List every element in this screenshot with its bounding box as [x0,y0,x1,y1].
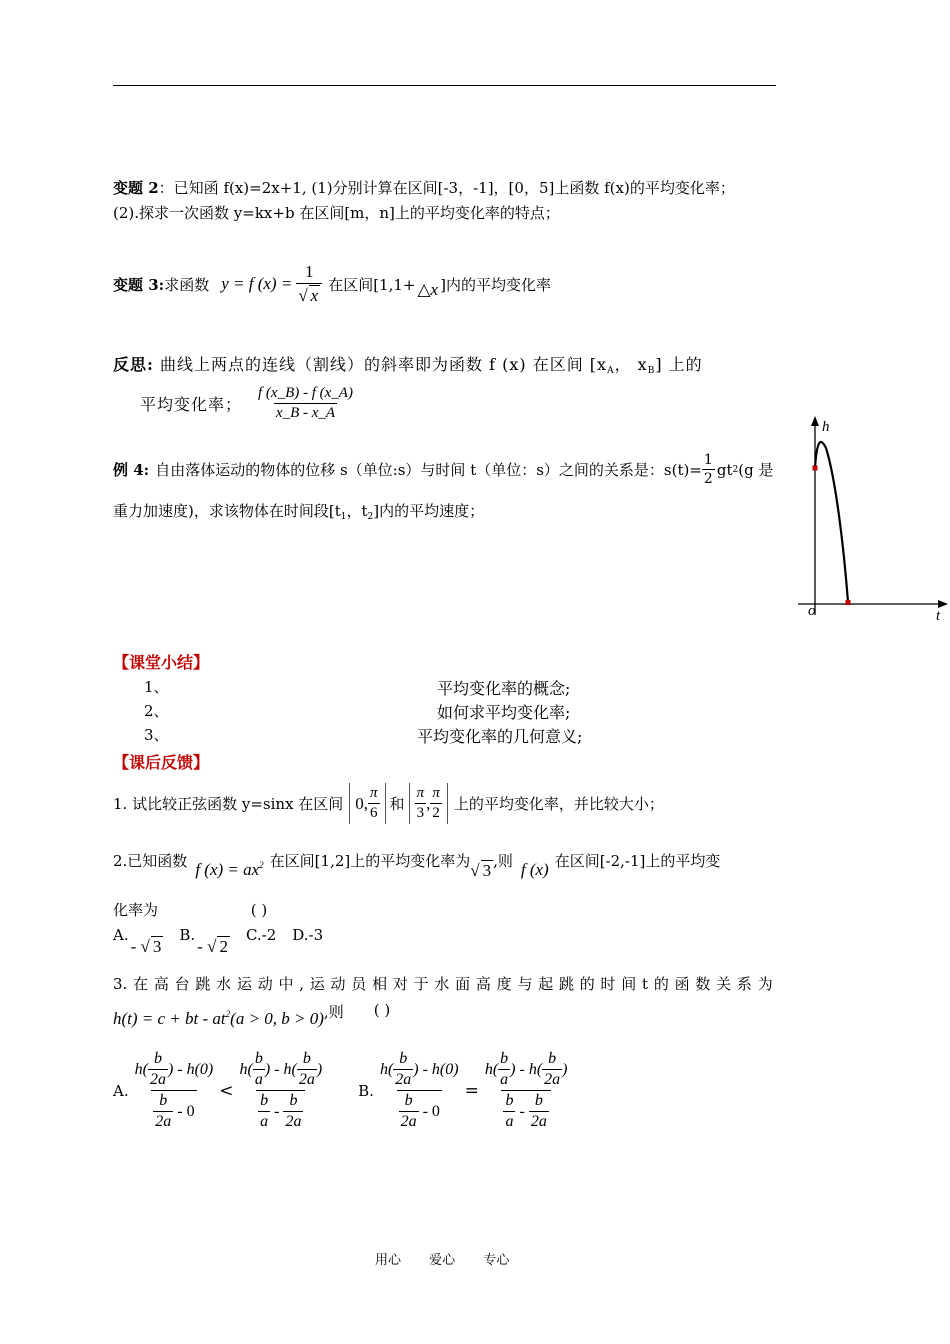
q3-b-r-b1: b [500,1050,509,1067]
q1-int2-frac2 [430,785,442,822]
graph-y-arrow [811,416,819,426]
question-3-line1: 3. 在 高 台 跳 水 运 动 中 , 运 动 员 相 对 于 水 面 高 度 与 起 跳 的 时 间 t 的 函 数 关 系 为 [113,975,773,993]
q1-int2-pi1: π [416,785,425,801]
q3-a-r-h2: h( [283,1060,297,1078]
q3-b-r-den-b1: b [505,1092,514,1109]
example4-sub1: 1 [340,512,347,522]
q1-int1-pi: π [370,785,378,801]
variant3-formula-lhs: y = f (x) = [221,274,293,293]
reflection-label: 反思: [113,355,154,374]
reflection-text2: ， x [614,355,648,374]
reflection-fraction [256,385,355,422]
q2-mid2: ,则 [493,852,513,870]
q2-fx-sup: 2 [259,860,264,870]
q3-b-l-minus: ) - [413,1060,432,1078]
reflection-text3: ] 上的 [655,355,703,374]
footer-item-2: 爱心 [429,1253,456,1268]
variant2-line1 [113,177,735,198]
reflection-subA: A [607,366,615,376]
q3-formula-text: h(t) = c + bt - at [113,1009,226,1028]
q3-a-l-den-minus0: - 0 [177,1102,195,1120]
reflection-subB: B [647,366,656,376]
q1-mid: 和 [389,795,405,813]
variant2-text1: ：已知函 f(x)=2x+1, (1)分别计算在区间[-3，-1]，[0，5]上函数 f(x)的平均变化率； [158,179,735,197]
q3-formula-sup: 2 [225,1009,231,1019]
reflection-line2-text: 平均变化率； [140,395,243,414]
summary-item-3-text: 平均变化率的几何意义; [417,727,583,746]
q1-int1-frac [368,785,380,822]
q3-b-l-h0: h(0) [431,1060,459,1078]
q3-b-l-2a: 2a [395,1071,412,1088]
q2-line2: 化率为 [113,901,159,919]
q3-optB-label: B. [358,1081,374,1100]
q3-b-r-close: ) [562,1060,568,1078]
q3-b-r-den-minus: - [515,1102,529,1120]
q3-b-r-2a: 2a [544,1071,561,1088]
q2-optB-sign: - [197,937,208,956]
q3-b-l-den-2a: 2a [400,1113,417,1130]
q3-a-r-den-b1: b [260,1092,269,1109]
question-2-line2 [113,899,267,920]
example4-text2: gt [716,460,733,479]
summary-item-2-text: 如何求平均变化率; [437,703,571,722]
variant2-label: 变题 2 [113,179,159,197]
q3-b-l-h: h( [379,1060,394,1078]
q1-int2-pi2: π [432,785,440,801]
question-3-line2 [113,1001,391,1028]
page-footer [375,1249,509,1268]
q1-before: 1. 试比较正弦函数 y=sinx 在区间 [113,795,344,813]
example4-half-num: 1 [703,452,713,468]
example4-sup: 2 [732,464,739,475]
q2-fx-text: f (x) = ax [195,860,260,879]
variant3 [113,262,551,306]
q2-sqrt3: √ 3 [470,861,492,880]
footer-item-1: 用心 [375,1253,402,1268]
q3-formula [113,1009,324,1029]
q3-optB-eq: = [464,1080,479,1101]
graph-x-label: t [936,608,941,624]
q3-b-r-a: a [500,1071,509,1088]
q2-mid1: 在区间[1,2]上的平均变化率为 [269,852,471,870]
q3-b-r-h2: h( [528,1060,543,1078]
graph-y-label: h [822,419,830,435]
q3-a-r-close: ) [316,1060,323,1078]
reflection-line1 [113,352,703,376]
reflection-text1: 曲线上两点的连线（割线）的斜率即为函数 f (x) 在区间 [x [160,355,608,374]
q3-a-l-h0: h(0) [186,1060,214,1078]
q3-paren: ( ) [373,1001,391,1019]
summary-item-1-num: 1、 [144,678,169,696]
q1-int1-zero: 0, [355,793,369,813]
example4-text3: (g 是 [738,461,774,479]
question-3-options [113,1050,569,1131]
q3-b-r-den-a: a [505,1113,514,1130]
q3-a-l-b: b [153,1050,162,1067]
q3-optA-left [133,1050,216,1131]
q2-optB-label: B. [179,926,196,944]
graph-origin-label: o [808,603,816,619]
q2-optB-rad: 2 [219,937,228,956]
q1-int2-three: 3 [416,805,425,821]
example4-half-den: 2 [703,471,713,487]
reflection-frac-num: f (x_B) - f (x_A) [258,385,353,401]
q3-a-l-den-2a: 2a [155,1113,172,1130]
variant3-label: 变题 3: [113,275,165,294]
q3-a-l-den-b: b [159,1092,168,1109]
q2-optA-label: A. [113,926,129,944]
graph-marker-start [813,466,818,471]
example4-line2 [113,500,484,522]
graph-x-arrow [938,600,948,608]
q1-int2-two: 2 [432,805,440,821]
question-2-line1 [113,850,721,880]
q3-a-r-den-a: a [260,1113,269,1130]
question-1 [113,783,664,824]
q2-sqrt3-rad: 3 [482,861,492,880]
q3-a-r-den-b2: b [289,1092,298,1109]
example4-line2-c: ]内的平均速度； [373,502,485,520]
q3-b-r-b2: b [548,1050,557,1067]
q3-optA-right [238,1050,325,1131]
variant3-after1: 在区间[1,1+ [328,275,416,294]
header-rule [113,85,776,86]
q3-a-l-h: h( [134,1060,148,1078]
variant3-frac-num: 1 [305,262,314,281]
q3-b-l-den-minus0: - 0 [422,1102,440,1120]
q3-b-r-den-2a: 2a [530,1113,547,1130]
summary-item-1-text: 平均变化率的概念; [437,679,571,698]
q3-a-r-b1: b [254,1050,263,1067]
q2-paren: ( ) [250,901,268,919]
variant3-after2: ]内的平均变化率 [440,275,551,294]
q2-optA-rad: 3 [152,937,162,956]
q3-a-l-minus: ) - [167,1060,187,1078]
q1-int1-six: 6 [370,805,378,821]
summary-title: 【课堂小结】 [113,653,210,672]
q3-b-r-minus: ) - [510,1060,529,1078]
variant3-formula-frac: $\frac{1}{√ x}$ [296,262,322,306]
q2-fx [195,860,263,880]
q1-int2-frac1 [415,785,427,822]
height-time-graph [790,410,950,630]
example4-sub2: 2 [367,512,374,522]
example4-text1: 自由落体运动的物体的位移 s（单位:s）与时间 t（单位：s）之间的关系是：s(t)= [155,461,702,479]
q3-a-r-a: a [254,1071,263,1088]
q2-optA: - √ 3 [130,937,162,956]
example4-line2-a: 重力加速度)，求该物体在时间段[t [113,502,341,520]
q3-a-l-2a: 2a [149,1071,166,1088]
q2-optB: - √ 2 [197,937,228,956]
graph-marker-end [846,600,851,605]
q3-optB-left [378,1050,461,1131]
q3-a-r-minus: ) - [264,1060,284,1078]
q2-before: 2.已知函数 [113,852,188,870]
q3-b-l-b: b [399,1050,408,1067]
reflection-line2 [140,385,355,422]
q1-interval-1 [349,783,385,824]
variant2-line2: (2).探求一次函数 y=kx+b 在区间[m，n]上的平均变化率的特点； [113,204,560,222]
example4-line1 [113,452,773,487]
feedback-title: 【课后反馈】 [113,753,210,772]
q2-optA-sign: - [130,937,141,956]
q3-a-r-b2: b [302,1050,311,1067]
reflection-frac-den: x_B - x_A [275,405,336,421]
graph-curve [815,442,848,602]
q2-mid3: 在区间[-2,-1]上的平均变 [554,852,721,870]
q3-optB-right [483,1050,570,1131]
q1-interval-2: $\frac{\pi}{3}$ , $\frac{\pi}{2}$ [409,783,448,824]
variant3-frac-rad: x [310,286,319,305]
q3-a-r-2a: 2a [298,1071,315,1088]
example4-half [702,452,715,487]
q3-b-r-h1: h( [484,1060,499,1078]
variant3-before: 求函数 [164,275,210,294]
example4-label: 例 4: [113,461,150,479]
question-2-options [113,926,324,956]
q3-a-r-den-minus: - [270,1102,284,1120]
q3-optA-lt: < [219,1080,234,1101]
q3-a-r-den-2a: 2a [285,1113,302,1130]
summary-item-2-num: 2、 [144,702,169,720]
q3-a-r-h1: h( [239,1060,253,1078]
q2-fx2: f (x) [520,860,549,879]
footer-item-3: 专心 [483,1253,510,1268]
q1-after: 上的平均变化率，并比较大小； [453,795,664,813]
q3-formula-rest: (a > 0, b > 0) [230,1009,324,1028]
q3-optA-label: A. [113,1081,129,1100]
variant3-delta: △x [417,280,439,299]
example4-line2-b: ，t [346,502,368,520]
q2-optD: D.-3 [292,926,324,944]
q3-b-r-den-b2: b [534,1092,543,1109]
q2-optC: C.-2 [245,926,277,944]
q3-then: ,则 [323,1003,344,1021]
summary-item-3-num: 3、 [144,726,169,744]
q3-b-l-den-b: b [404,1092,413,1109]
